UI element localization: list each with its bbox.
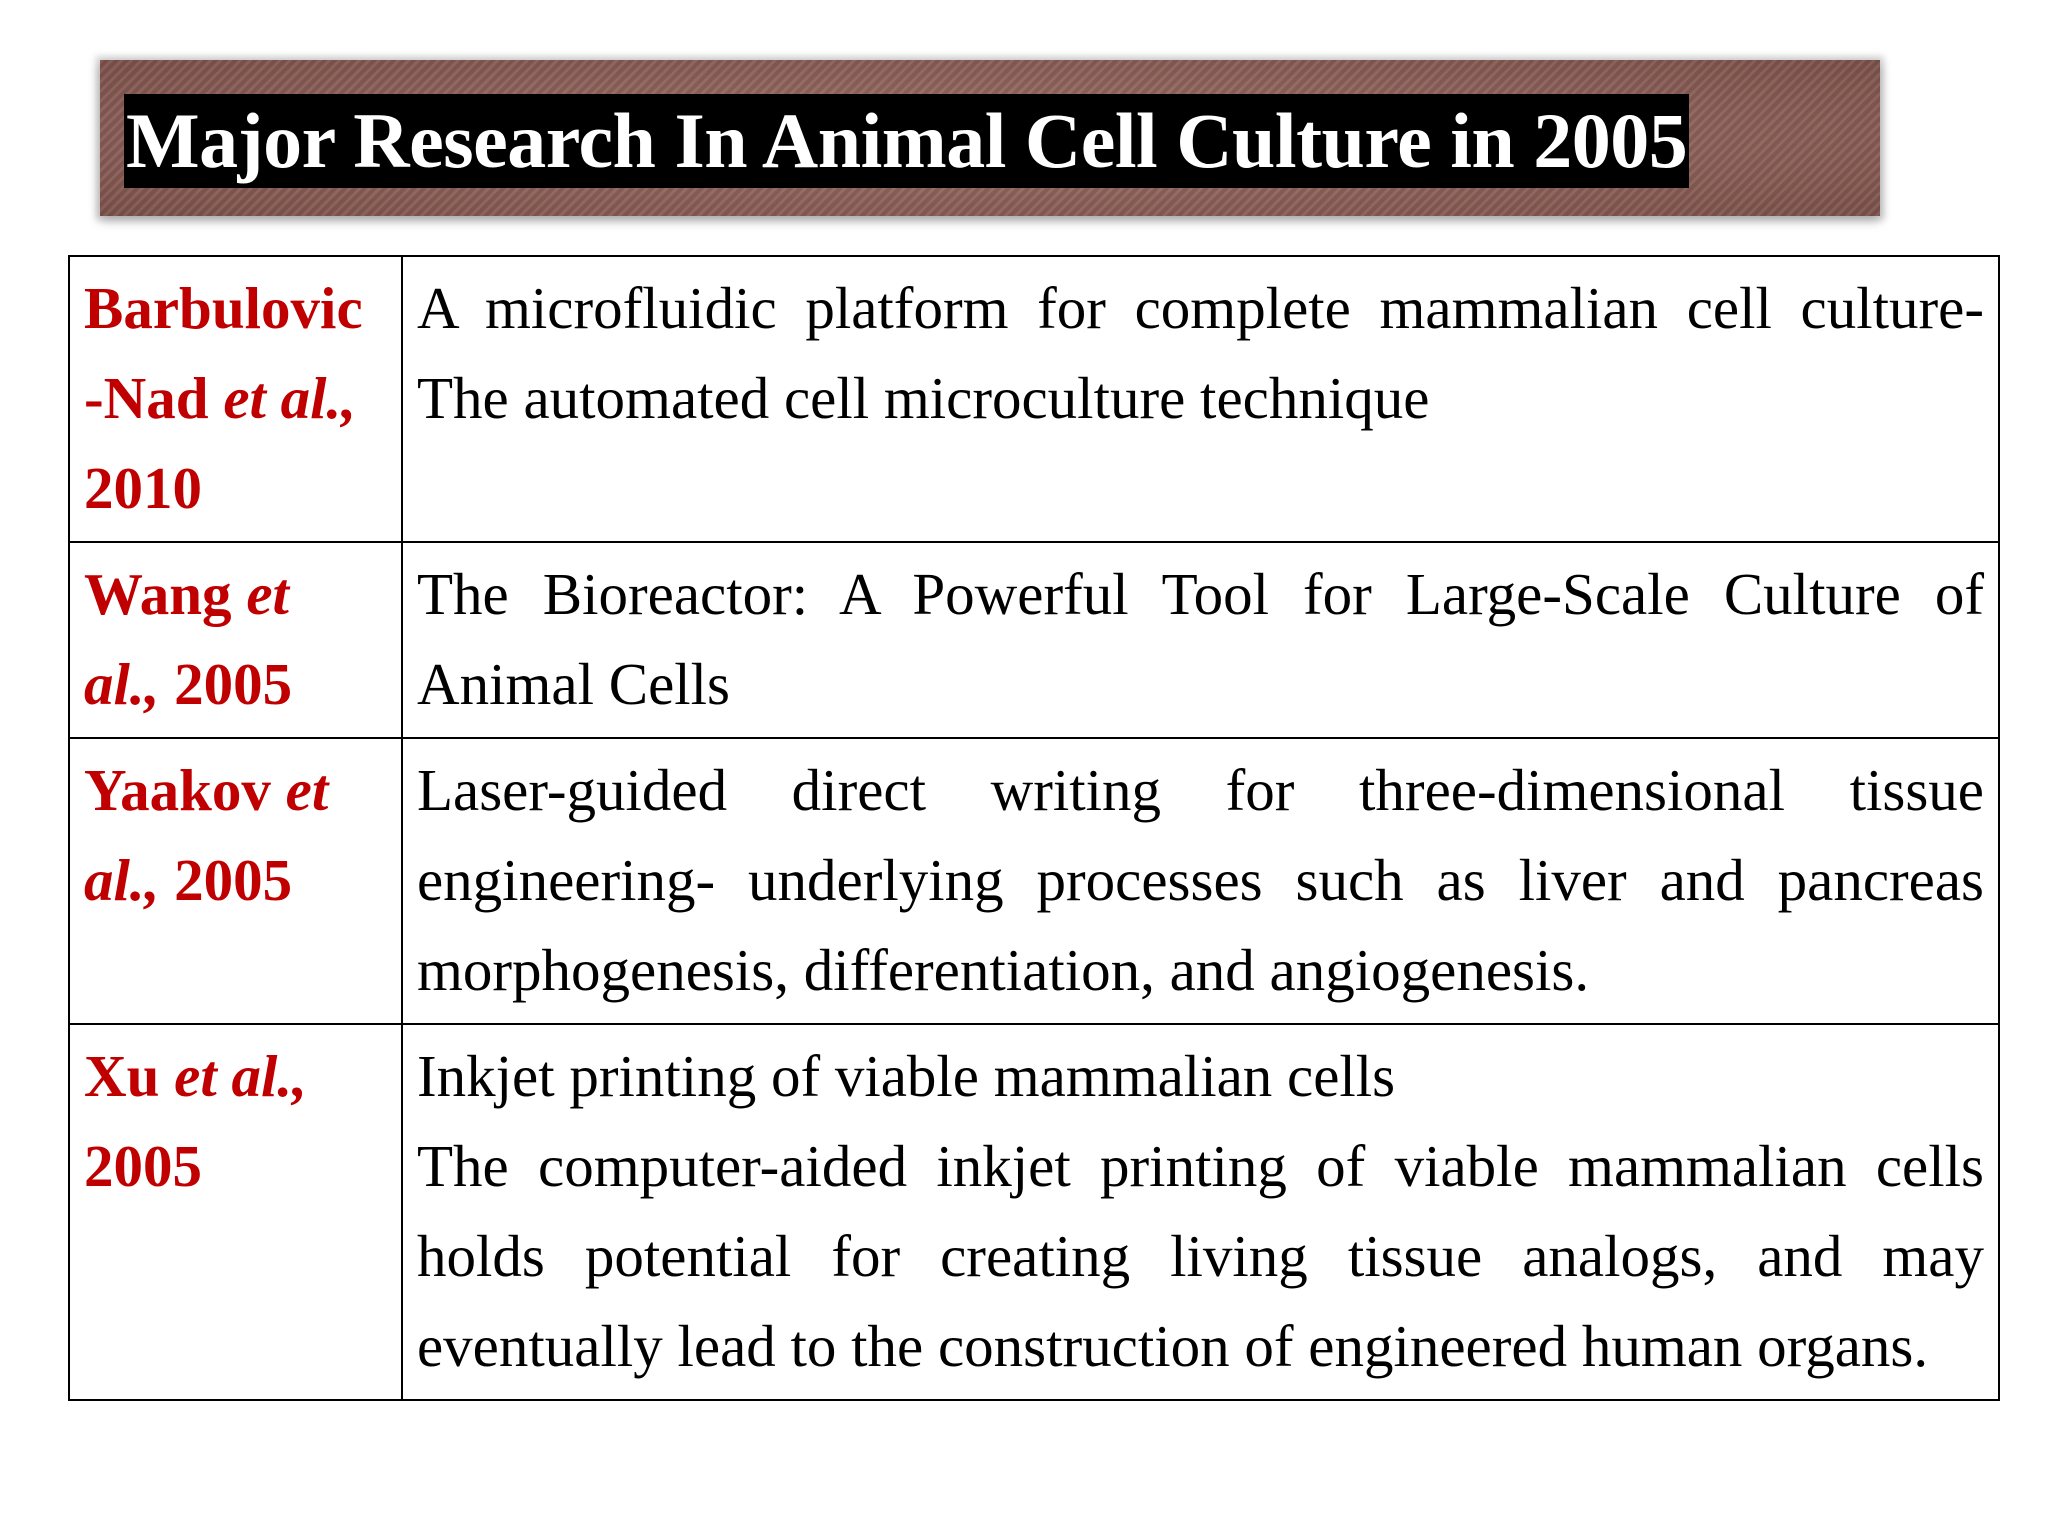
- author-name: Wang: [84, 561, 247, 627]
- description-text: A microfluidic platform for complete mammalian cell culture- The automated cell microculture technique: [417, 275, 1984, 431]
- description-cell: [402, 1024, 1999, 1400]
- title-bar: [124, 94, 1689, 188]
- author-year: 2005: [84, 1133, 202, 1199]
- description-cell: [402, 738, 1999, 1024]
- description-text: The computer-aided inkjet printing of viable mammalian cells holds potential for creating living tissue analogs, and may eventually lead to the construction of engineered human organs.: [417, 1133, 1984, 1379]
- description-cell: [402, 256, 1999, 542]
- description-text: The Bioreactor: A Powerful Tool for Large-Scale Culture of Animal Cells: [417, 561, 1984, 717]
- author-cell: [69, 1024, 402, 1400]
- author-et-al: et al.,: [223, 365, 357, 431]
- table-row: [69, 256, 1999, 542]
- author-year: 2005: [159, 651, 293, 717]
- research-table: [68, 255, 2000, 1401]
- title-frame: [100, 60, 1880, 216]
- author-year: 2005: [159, 847, 293, 913]
- author-cell: [69, 542, 402, 738]
- table-row: [69, 738, 1999, 1024]
- author-name: Xu: [84, 1043, 175, 1109]
- description-cell: [402, 542, 1999, 738]
- description-text: Laser-guided direct writing for three-dimensional tissue engineering- underlying processes such as liver and pancreas morphogenesis, differentiation, and angiogenesis.: [417, 757, 1984, 1003]
- page-title: Major Research In Animal Cell Culture in 2005: [126, 97, 1688, 184]
- author-et-al: et al.,: [174, 1043, 307, 1109]
- author-et: et: [246, 561, 289, 627]
- table-row: [69, 1024, 1999, 1400]
- author-name: Yaakov: [84, 757, 286, 823]
- author-year: 2010: [84, 455, 202, 521]
- author-al: al.,: [84, 651, 160, 717]
- table-row: [69, 542, 1999, 738]
- author-name-cont: -Nad: [84, 365, 224, 431]
- author-cell: [69, 738, 402, 1024]
- author-et: et: [285, 757, 329, 823]
- author-al: al.,: [84, 847, 160, 913]
- author-cell: [69, 256, 402, 542]
- description-heading: Inkjet printing of viable mammalian cells: [417, 1043, 1396, 1109]
- author-name: Barbulovic: [84, 275, 363, 341]
